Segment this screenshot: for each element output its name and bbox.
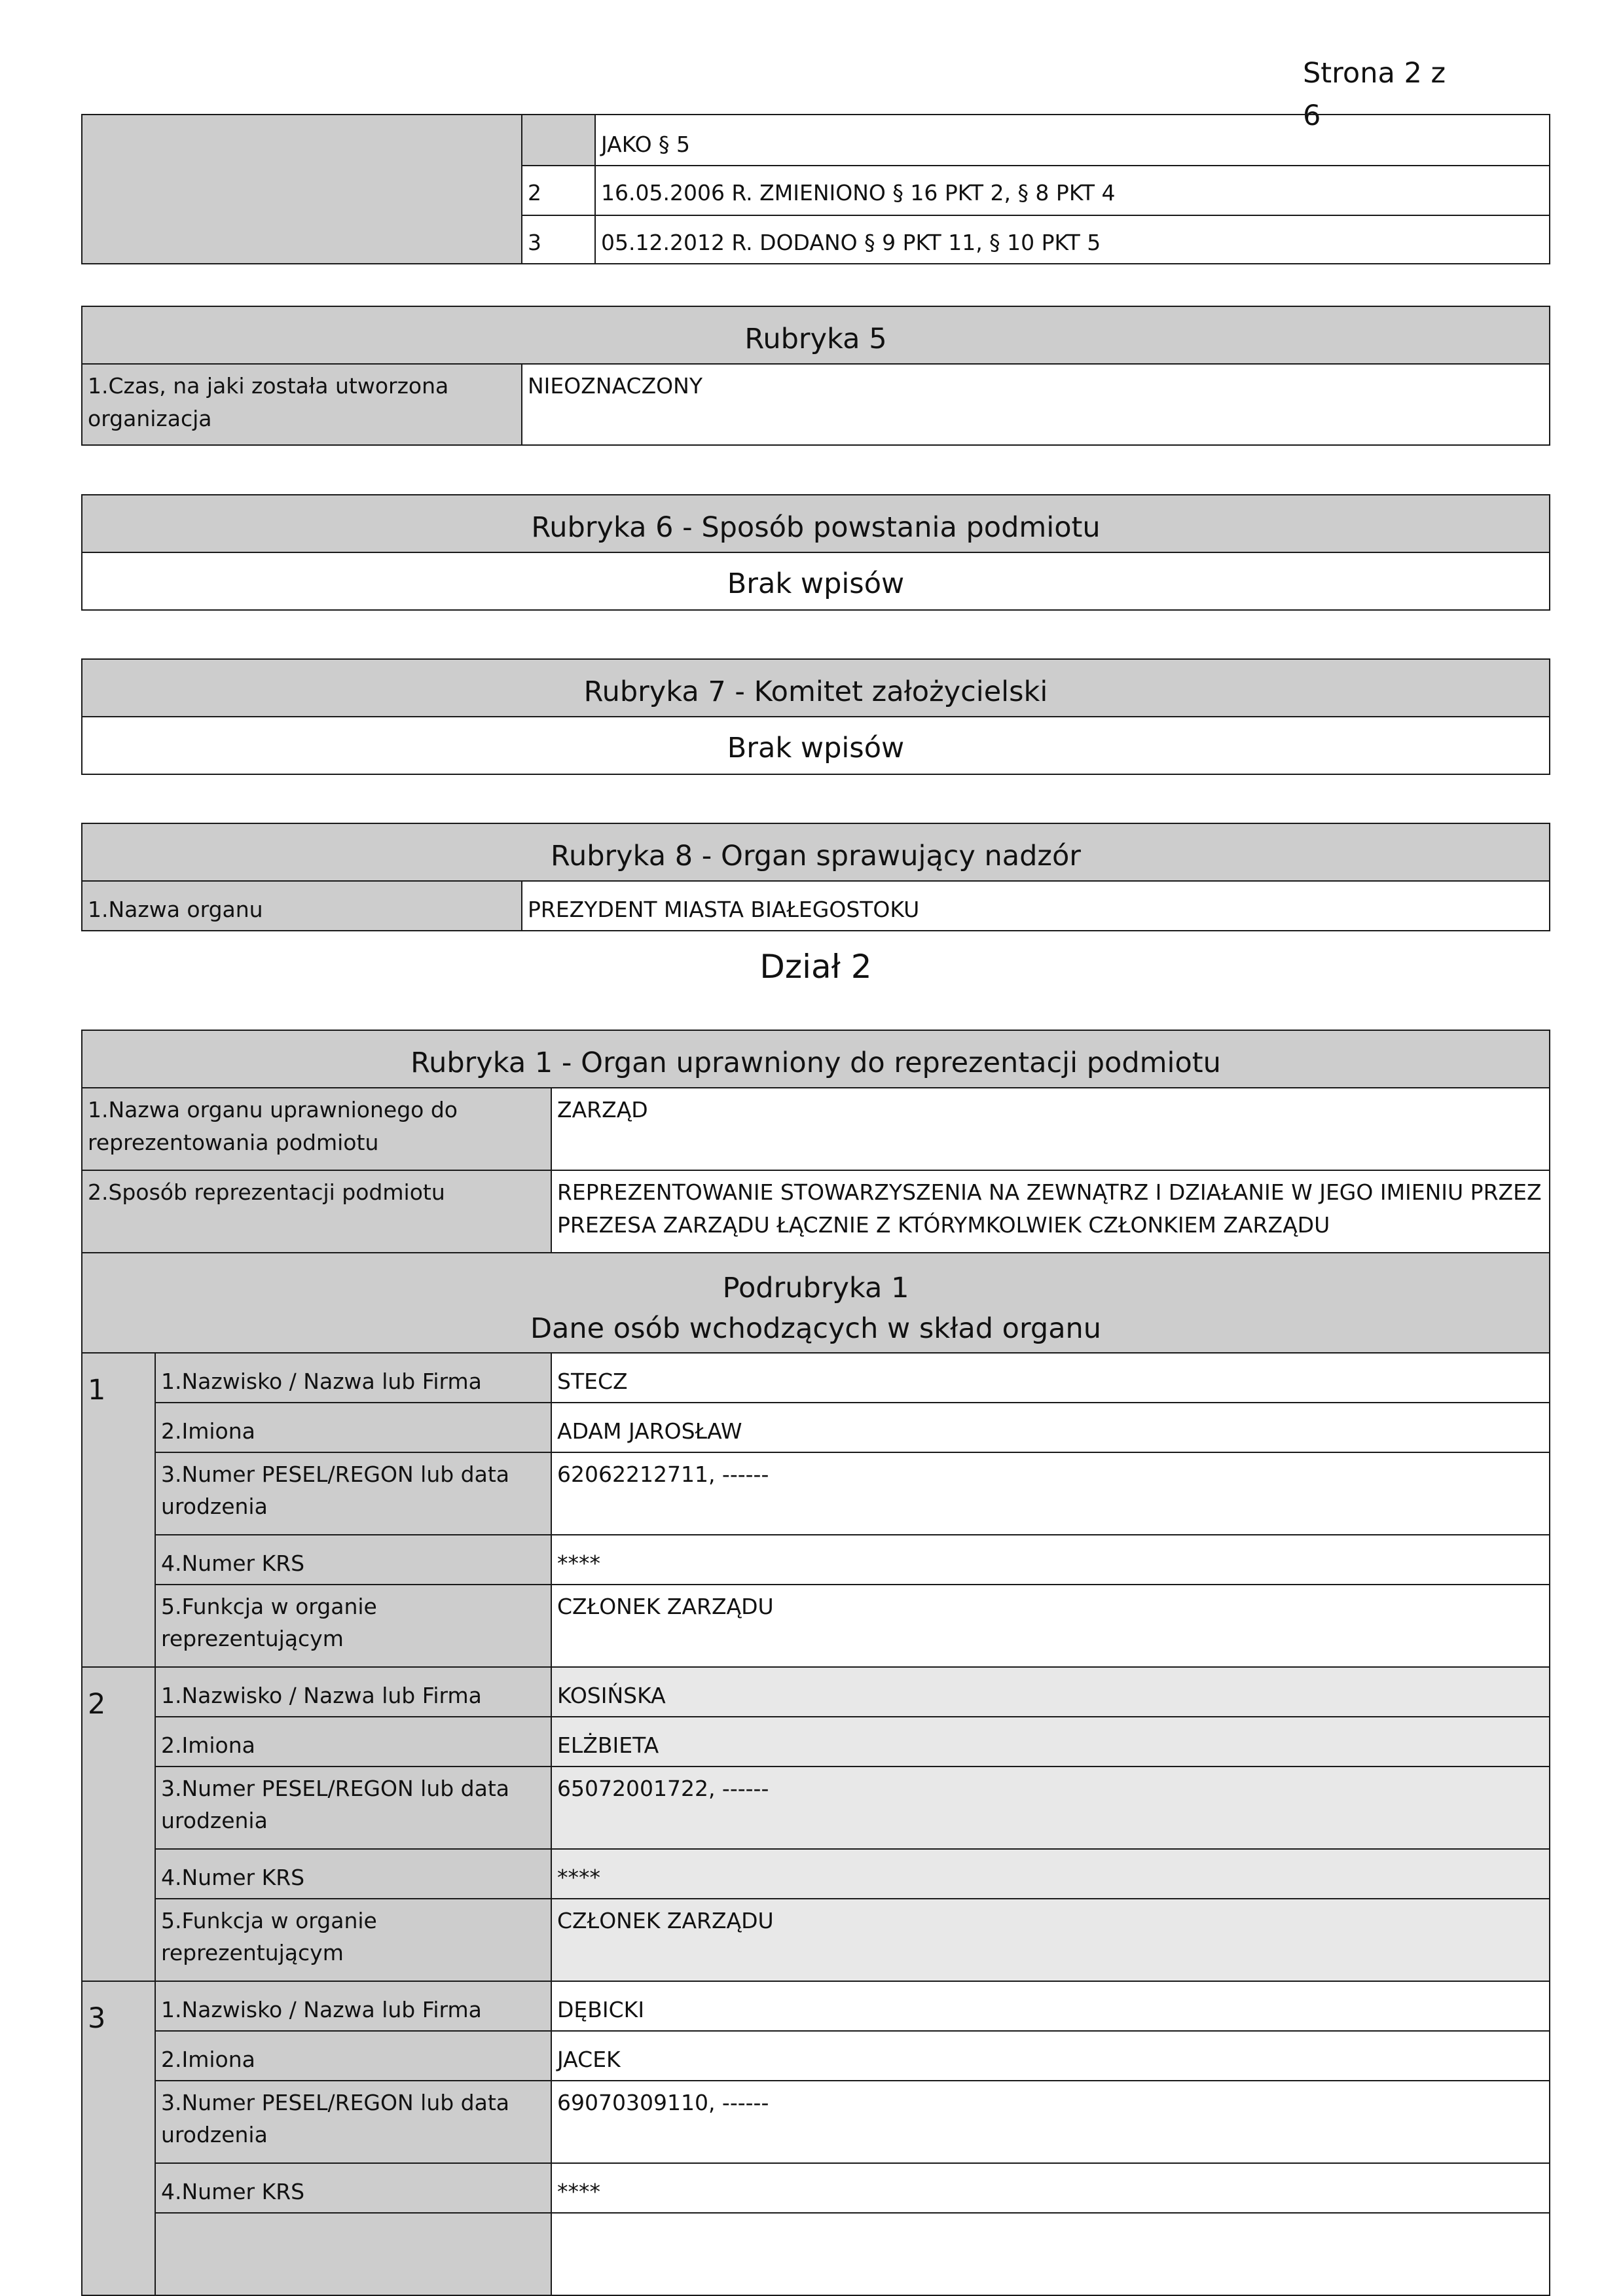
amendments-table [81,114,1550,264]
surname-value: STECZ [551,1353,1550,1403]
krs-value: **** [551,1849,1550,1899]
krs-label: 4.Numer KRS [155,1535,551,1585]
function-label: 5.Funkcja w organie reprezentującym [155,1899,551,1981]
pesel-value: 69070309110, ------ [551,2081,1550,2163]
page-number: Strona 2 z 6 [1303,57,1446,132]
pesel-label: 3.Numer PESEL/REGON lub data urodzenia [155,2081,551,2163]
person-number: 1 [82,1353,155,1667]
pesel-label: 3.Numer PESEL/REGON lub data urodzenia [155,1767,551,1849]
pesel-label: 3.Numer PESEL/REGON lub data urodzenia [155,1452,551,1535]
surname-value: DĘBICKI [551,1981,1550,2031]
names-label: 2.Imiona [155,2031,551,2081]
pesel-value: 62062212711, ------ [551,1452,1550,1535]
dzial-2-rubryka-1-title: Rubryka 1 - Organ uprawniony do reprezentacji podmiotu [82,1030,1550,1088]
organ-name-label: 1.Nazwa organu uprawnionego do reprezentowania podmiotu [82,1088,551,1170]
rubryka-6-table [81,494,1550,611]
function-label [155,2213,551,2295]
rubryka-5-label: 1.Czas, na jaki została utworzona organizacja [82,364,522,445]
representation-method-value: REPREZENTOWANIE STOWARZYSZENIA NA ZEWNĄTRZ I DZIAŁANIE W JEGO IMIENIU PRZEZ PREZESA ZARZĄDU ŁĄCZNIE Z KTÓRYMKOLWIEK CZŁONKIEM ZARZĄDU [551,1170,1550,1253]
function-value: CZŁONEK ZARZĄDU [551,1899,1550,1981]
representation-method-label: 2.Sposób reprezentacji podmiotu [82,1170,551,1253]
amendment-number [522,115,595,166]
section-title: Dział 2 [759,948,872,986]
amendments-label-cell [82,115,522,264]
amendment-number: 2 [522,166,595,215]
krs-label: 4.Numer KRS [155,2163,551,2213]
podrubryka-header [82,1253,1550,1353]
person-number: 3 [82,1981,155,2295]
organ-name-value: ZARZĄD [551,1088,1550,1170]
rubryka-6-title: Rubryka 6 - Sposób powstania podmiotu [82,495,1550,552]
person-number: 2 [82,1667,155,1981]
podrubryka-subtitle: Dane osób wchodzących w skład organu [530,1312,1102,1346]
function-label: 5.Funkcja w organie reprezentującym [155,1585,551,1667]
names-value: JACEK [551,2031,1550,2081]
amendment-number: 3 [522,215,595,264]
surname-label: 1.Nazwisko / Nazwa lub Firma [155,1981,551,2031]
amendment-text: 16.05.2006 R. ZMIENIONO § 16 PKT 2, § 8 PKT 4 [595,166,1550,215]
rubryka-8-table [81,823,1550,931]
dzial-2-rubryka-1-table [81,1030,1550,2296]
names-label: 2.Imiona [155,1717,551,1767]
rubryka-5-value: NIEOZNACZONY [522,364,1550,445]
krs-label: 4.Numer KRS [155,1849,551,1899]
rubryka-8-label: 1.Nazwa organu [82,881,522,931]
surname-label: 1.Nazwisko / Nazwa lub Firma [155,1667,551,1717]
rubryka-7-title: Rubryka 7 - Komitet założycielski [82,659,1550,717]
surname-value: KOSIŃSKA [551,1667,1550,1717]
rubryka-8-title: Rubryka 8 - Organ sprawujący nadzór [82,823,1550,881]
rubryka-6-empty: Brak wpisów [82,552,1550,610]
rubryka-5-table [81,306,1550,446]
rubryka-8-value: PREZYDENT MIASTA BIAŁEGOSTOKU [522,881,1550,931]
names-value: ADAM JAROSŁAW [551,1403,1550,1452]
rubryka-7-empty: Brak wpisów [82,717,1550,774]
amendment-text: JAKO § 5 [595,115,1550,166]
surname-label: 1.Nazwisko / Nazwa lub Firma [155,1353,551,1403]
names-value: ELŻBIETA [551,1717,1550,1767]
names-label: 2.Imiona [155,1403,551,1452]
rubryka-7-table [81,658,1550,775]
pesel-value: 65072001722, ------ [551,1767,1550,1849]
amendment-text: 05.12.2012 R. DODANO § 9 PKT 11, § 10 PKT 5 [595,215,1550,264]
function-value: CZŁONEK ZARZĄDU [551,1585,1550,1667]
krs-value: **** [551,2163,1550,2213]
krs-value: **** [551,1535,1550,1585]
podrubryka-title: Podrubryka 1 [722,1272,909,1304]
rubryka-5-title: Rubryka 5 [82,306,1550,364]
function-value [551,2213,1550,2295]
